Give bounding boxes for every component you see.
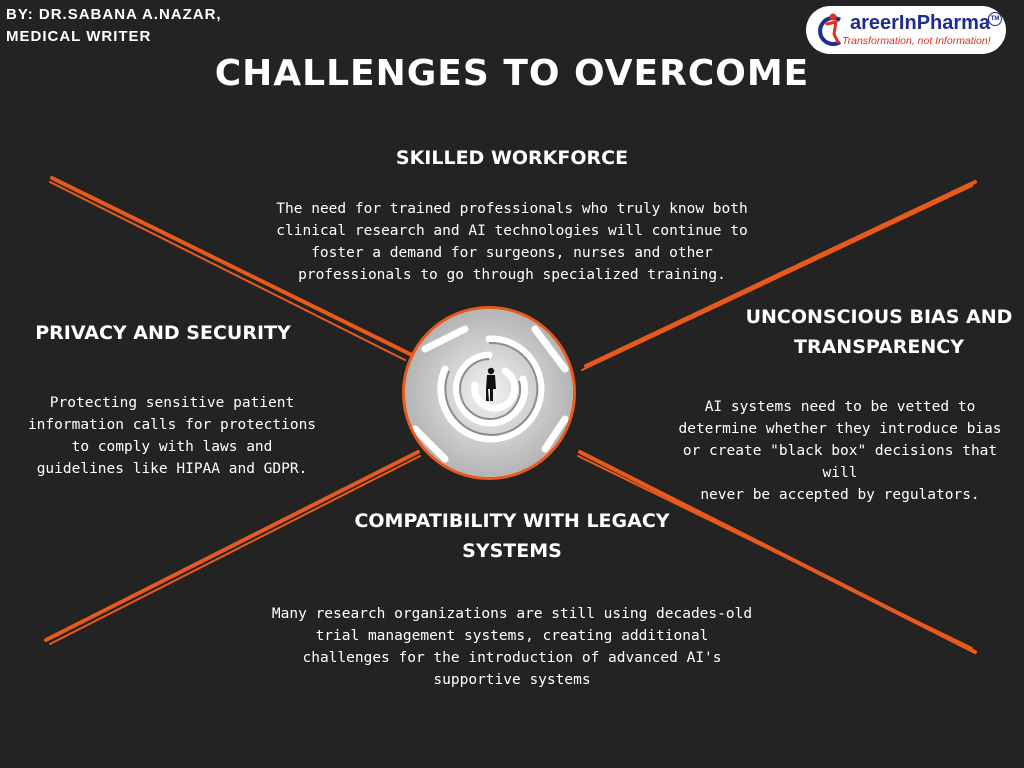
text-line: never be accepted by regulators. <box>700 487 980 503</box>
text-line: foster a demand for surgeons, nurses and other <box>311 245 713 261</box>
text-line: clinical research and AI technologies will continue to <box>276 223 748 239</box>
text-line: professionals to go through specialized training. <box>298 267 726 283</box>
maze-icon <box>405 309 573 477</box>
maze-illustration <box>402 306 576 480</box>
logo-tagline: Transformation, not Information! <box>842 35 991 47</box>
body-unconscious-bias <box>670 396 1010 506</box>
text-line: trial management systems, creating additional <box>315 628 709 644</box>
page-title: CHALLENGES TO OVERCOME <box>214 53 810 94</box>
careerinpharma-logo[interactable] <box>806 6 1006 54</box>
text-line: determine whether they introduce bias <box>678 421 1002 437</box>
text-line: or create "black box" decisions that will <box>682 443 998 481</box>
person-logo-icon <box>818 12 844 48</box>
text-line: supportive systems <box>433 672 591 688</box>
text-line: The need for trained professionals who truly know both <box>276 201 748 217</box>
heading-line: COMPATIBILITY WITH LEGACY <box>354 510 670 532</box>
text-line: challenges for the introduction of advanced AI's <box>302 650 722 666</box>
heading-privacy-security: PRIVACY AND SECURITY <box>35 322 291 344</box>
heading-line: TRANSPARENCY <box>794 336 964 358</box>
heading-line: SYSTEMS <box>462 540 562 562</box>
byline <box>6 4 222 48</box>
text-line: AI systems need to be vetted to <box>704 399 976 415</box>
text-line: guidelines like HIPAA and GDPR. <box>36 461 308 477</box>
byline-line-2: MEDICAL WRITER <box>6 28 152 45</box>
heading-unconscious-bias <box>744 302 1014 362</box>
text-line: information calls for protections <box>27 417 317 433</box>
heading-line: UNCONSCIOUS BIAS AND <box>745 306 1013 328</box>
body-legacy-systems <box>262 603 762 691</box>
trademark-badge: TM <box>988 12 1002 26</box>
text-line: Protecting sensitive patient <box>49 395 295 411</box>
heading-legacy-systems <box>340 506 684 566</box>
byline-line-1: BY: DR.SABANA A.NAZAR, <box>6 6 222 23</box>
body-privacy-security <box>22 392 322 480</box>
heading-skilled-workforce: SKILLED WORKFORCE <box>395 147 629 169</box>
text-line: to comply with laws and <box>71 439 273 455</box>
text-line: Many research organizations are still using decades-old <box>271 606 753 622</box>
body-skilled-workforce <box>272 198 752 286</box>
logo-brand-text: areerInPharma <box>850 12 991 34</box>
